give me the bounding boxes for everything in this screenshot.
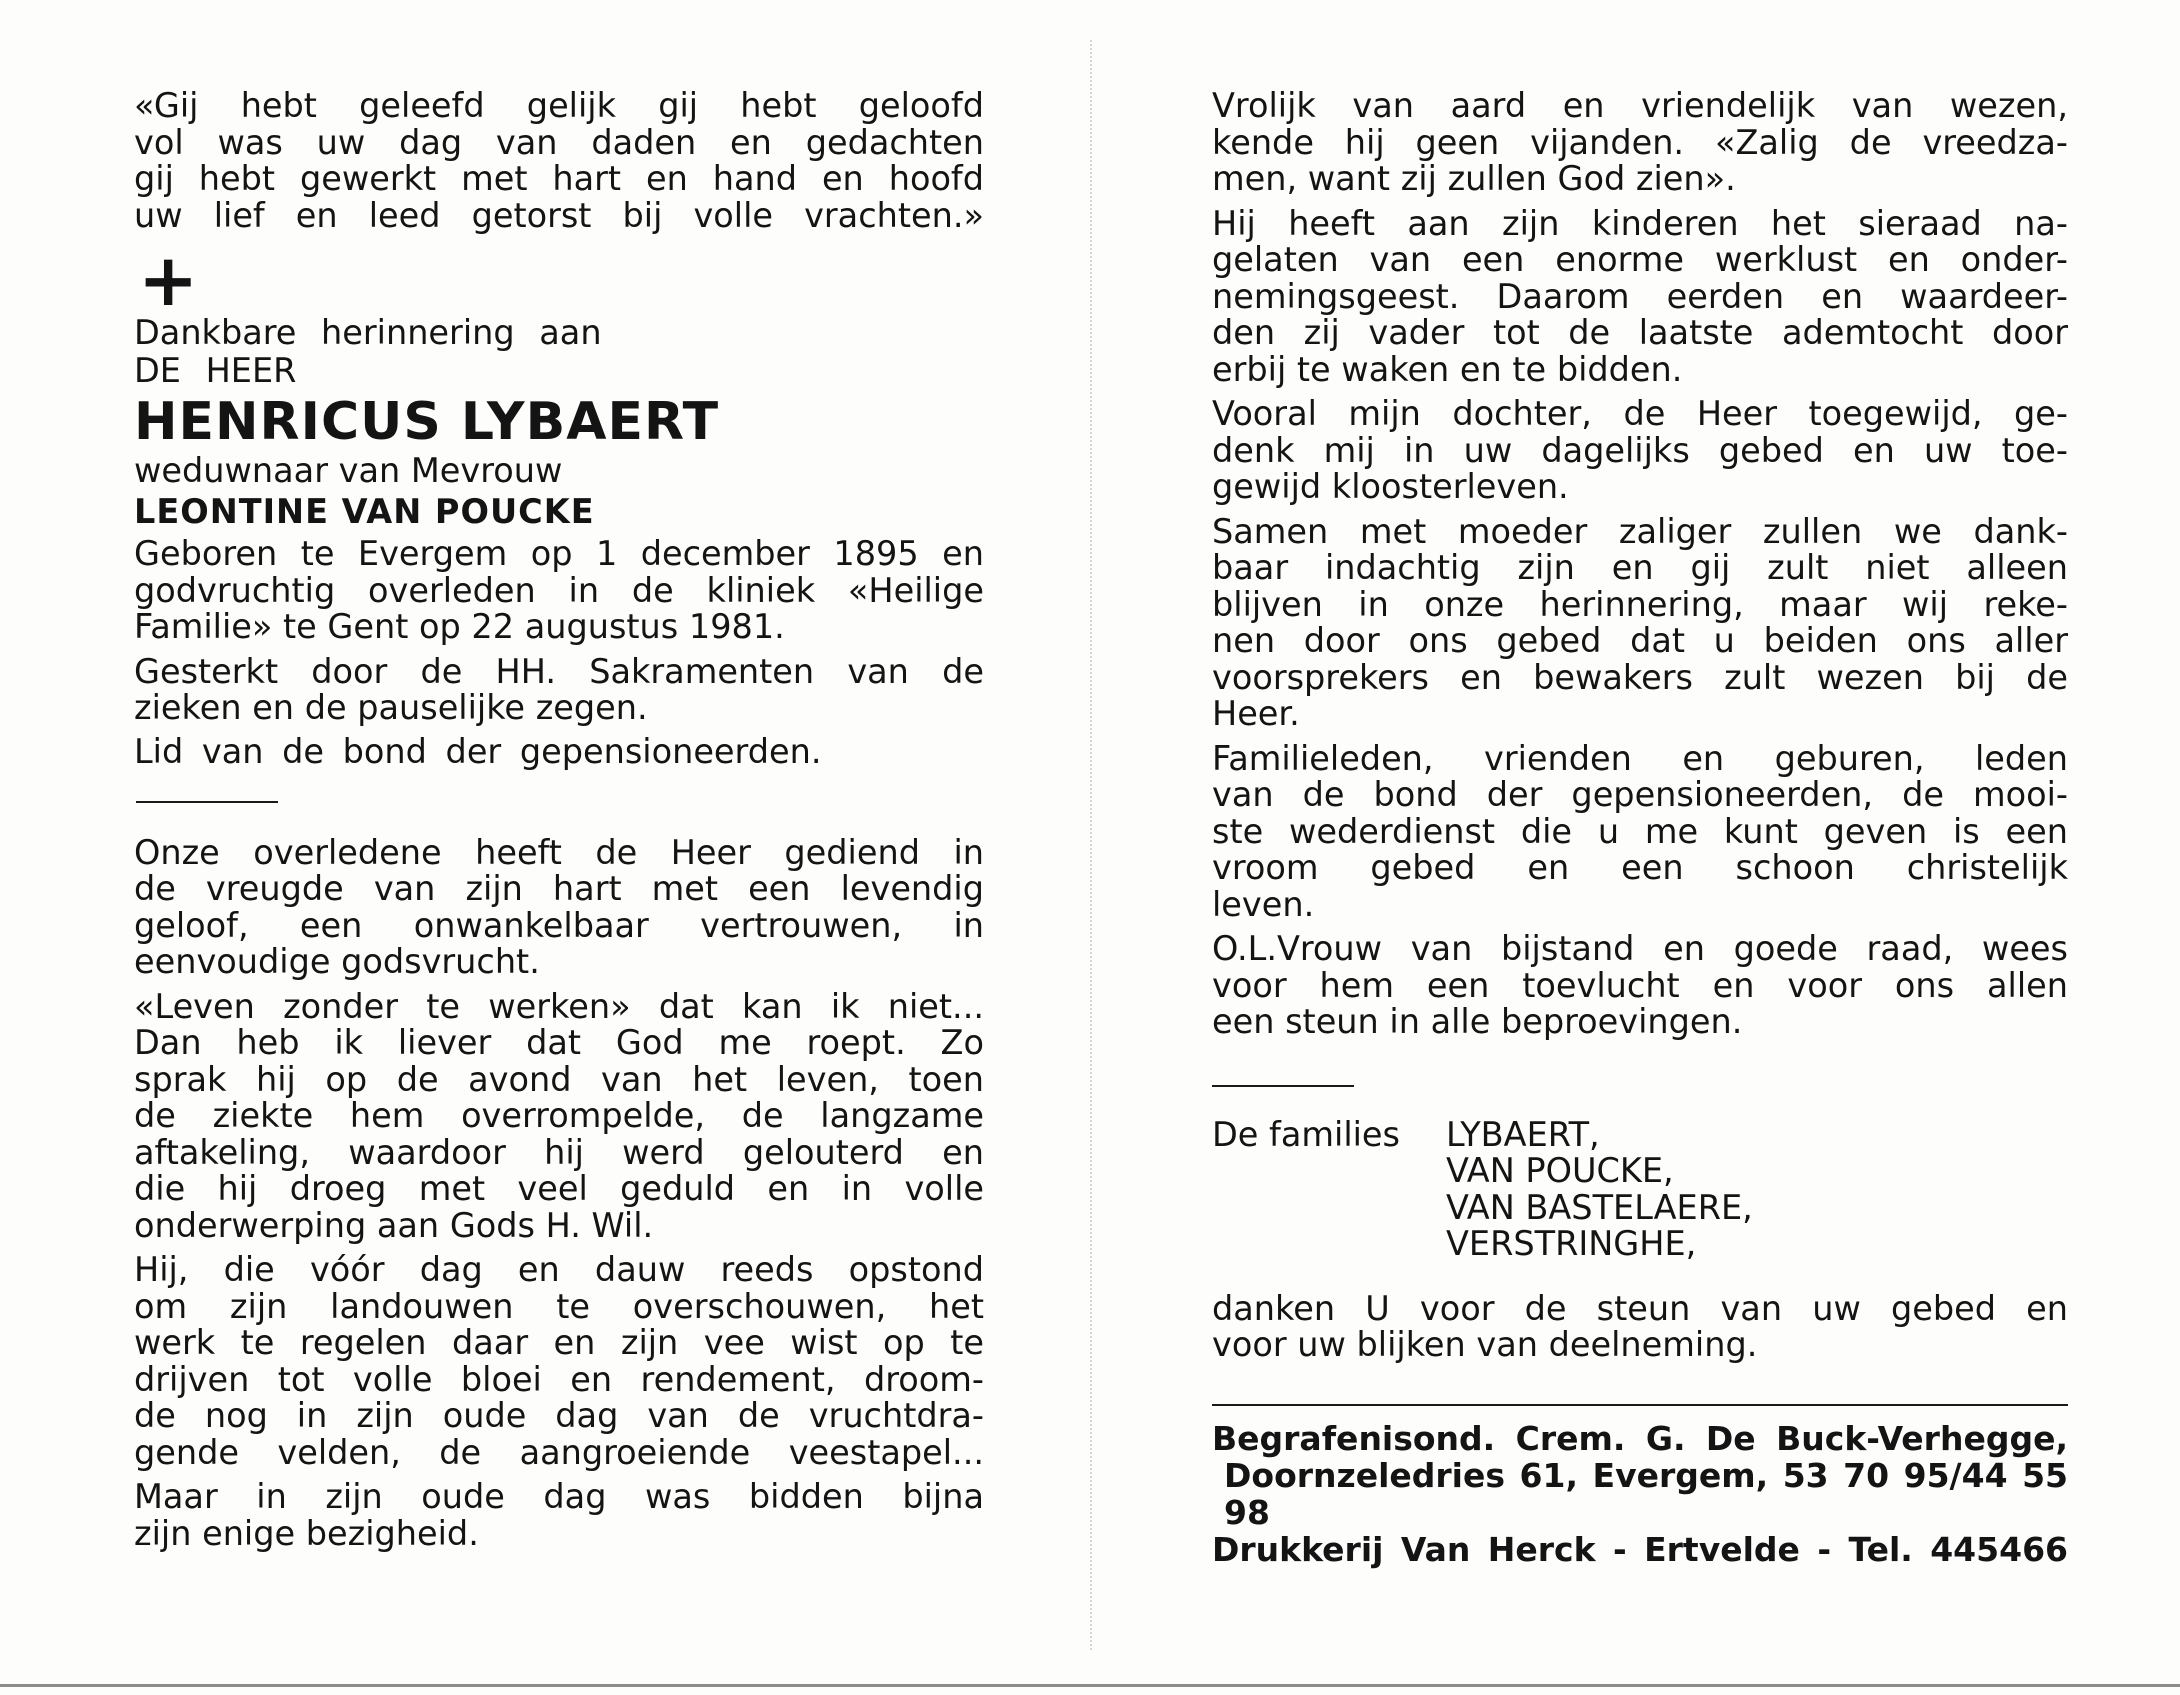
biography-line: Familie» te Gent op 22 augustus 1981.	[134, 607, 785, 646]
honorific: DE HEER	[134, 351, 297, 390]
paragraph-line: Maar in zijn oude dag was bidden bijna	[134, 1477, 984, 1516]
poem-line: uw lief en leed getorst bij volle vrachten.»	[134, 195, 984, 235]
paragraph-line: van de bond der gepensioneerden, de mooi-	[1212, 775, 2068, 814]
paragraph-line: erbij te waken en te bidden.	[1212, 349, 1683, 389]
paragraph	[1212, 396, 2068, 506]
thanks-line: danken U voor de steun van uw gebed en	[1212, 1288, 2068, 1328]
family-name: LYBAERT,	[1446, 1114, 1600, 1154]
paragraph-line: een steun in alle beproevingen.	[1212, 1002, 1743, 1041]
paragraph	[1212, 931, 2068, 1041]
poem-line: «Gij hebt geleefd gelijk gij hebt geloofd	[134, 86, 984, 125]
paragraph-line: voor hem een toevlucht en voor ons allen	[1212, 965, 2068, 1005]
paragraph-line: drijven tot volle bloei en rendement, droom-	[134, 1359, 984, 1399]
right-page	[1212, 88, 2068, 1568]
paragraph-line: «Leven zonder te werken» dat kan ik niet...	[134, 986, 984, 1026]
printer-line: Drukkerij Van Herck - Ertvelde - Tel. 445466	[1212, 1529, 2068, 1569]
fold-line	[1090, 40, 1092, 1650]
paragraph-line: Samen met moeder zaliger zullen we dank-	[1212, 511, 2068, 551]
paragraph-line: voorsprekers en bewakers zult wezen bij de	[1212, 657, 2068, 697]
family-name: VAN BASTELAERE,	[1446, 1187, 1753, 1227]
paragraph	[134, 832, 984, 981]
paragraph-line: gende velden, de aangroeiende veestapel...	[134, 1432, 984, 1472]
widower-line: weduwnaar van Mevrouw	[134, 451, 563, 490]
paragraph-line: gewijd kloosterleven.	[1212, 467, 1569, 506]
thanks-line: voor uw blijken van deelneming.	[1212, 1325, 1758, 1364]
divider	[1212, 1085, 1354, 1087]
paragraph-line: Dan heb ik liever dat God me roept. Zo	[134, 1023, 984, 1062]
biography-line: godvruchtig overleden in de kliniek «Heilige	[134, 570, 984, 610]
poem-line: gij hebt gewerkt met hart en hand en hoofd	[134, 159, 984, 198]
paragraph-line: Vooral mijn dochter, de Heer toegewijd, ge-	[1212, 394, 2068, 433]
poem-line: vol was uw dag van daden en gedachten	[134, 122, 984, 162]
paragraph-line: nemingsgeest. Daarom eerden en waardeer-	[1212, 276, 2068, 316]
paragraph-line: Hij, die vóór dag en dauw reeds opstond	[134, 1250, 984, 1289]
printer-credits	[1212, 1420, 2068, 1568]
remembrance-line: Dankbare herinnering aan	[134, 313, 602, 352]
paragraph-line: nen door ons gebed dat u beiden ons aller	[1212, 621, 2068, 660]
paragraph-line: vroom gebed en een schoon christelijk	[1212, 848, 2068, 887]
paragraph-line: aftakeling, waardoor hij werd gelouterd en	[134, 1132, 984, 1172]
biography-line: Geboren te Evergem op 1 december 1895 en	[134, 534, 984, 573]
paragraph-line: de ziekte hem overrompelde, de langzame	[134, 1096, 984, 1135]
sacraments	[134, 651, 984, 727]
paragraph-line: eenvoudige godsvrucht.	[134, 942, 540, 981]
paragraph	[134, 1252, 984, 1471]
paragraph-line: Hij heeft aan zijn kinderen het sieraad na-	[1212, 203, 2068, 243]
paragraph-line: baar indachtig zijn en gij zult niet alleen	[1212, 548, 2068, 587]
paragraph-line: de nog in zijn oude dag van de vruchtdra-	[134, 1396, 984, 1435]
sacraments-line: zieken en de pauselijke zegen.	[134, 688, 648, 727]
paragraph	[1212, 738, 2068, 924]
paragraph-line: om zijn landouwen te overschouwen, het	[134, 1286, 984, 1326]
paragraph-line: ste wederdienst die u me kunt geven is een	[1212, 811, 2068, 851]
paragraph-line: gelaten van een enorme werklust en onder-	[1212, 240, 2068, 279]
paragraph-line: Heer.	[1212, 694, 1300, 733]
families-lead: De families	[1212, 1114, 1400, 1154]
paragraph-line: sprak hij op de avond van het leven, toen	[134, 1059, 984, 1099]
opening-poem	[134, 88, 984, 234]
paragraph	[1212, 88, 2068, 198]
card-edge	[0, 1684, 2180, 1687]
paragraph-line: kende hij geen vijanden. «Zalig de vreedza-	[1212, 122, 2068, 162]
paragraph-line: denk mij in uw dagelijks gebed en uw toe-	[1212, 430, 2068, 470]
thanks	[1212, 1288, 2068, 1364]
left-page	[134, 88, 984, 1560]
divider-long	[1212, 1404, 2068, 1406]
printer-line: Begrafenisond. Crem. G. De Buck-Verhegge,	[1212, 1418, 2068, 1458]
paragraph-line: leven.	[1212, 884, 1315, 924]
biography	[134, 536, 984, 646]
paragraph-line: men, want zij zullen God zien».	[1212, 159, 1736, 198]
paragraph	[1212, 203, 2068, 389]
family-name: VAN POUCKE,	[1446, 1151, 1674, 1190]
membership-line: Lid van de bond der gepensioneerden.	[134, 731, 822, 771]
paragraph-line: blijven in onze herinnering, maar wij reke-	[1212, 584, 2068, 624]
spouse-name: LEONTINE VAN POUCKE	[134, 492, 595, 531]
paragraph-line: Onze overledene heeft de Heer gediend in	[134, 832, 984, 872]
printer-line: Doornzeledries 61, Evergem, 53 70 95/44 55 98	[1224, 1455, 2068, 1532]
paragraph-line: werk te regelen daar en zijn vee wist op te	[134, 1323, 984, 1362]
divider	[136, 801, 278, 803]
paragraph-line: den zij vader tot de laatste ademtocht door	[1212, 313, 2068, 352]
paragraph	[134, 986, 984, 1245]
paragraph-line: die hij droeg met veel geduld en in volle	[134, 1169, 984, 1208]
paragraph-line: zijn enige bezigheid.	[134, 1513, 479, 1553]
paragraph-line: Vrolijk van aard en vriendelijk van wezen,	[1212, 86, 2068, 125]
paragraph	[1212, 511, 2068, 733]
deceased-name: HENRICUS LYBAERT	[134, 392, 720, 452]
paragraph-line: O.L.Vrouw van bijstand en goede raad, wees	[1212, 929, 2068, 968]
paragraph-line: de vreugde van zijn hart met een levendig	[134, 869, 984, 908]
families-block	[1212, 1114, 2068, 1263]
paragraph	[134, 1479, 984, 1552]
sacraments-line: Gesterkt door de HH. Sakramenten van de	[134, 651, 984, 691]
paragraph-line: Familieleden, vrienden en geburen, leden	[1212, 738, 2068, 778]
family-name: VERSTRINGHE,	[1446, 1224, 1697, 1263]
paragraph-line: onderwerping aan Gods H. Wil.	[134, 1205, 654, 1245]
paragraph-line: geloof, een onwankelbaar vertrouwen, in	[134, 905, 984, 945]
cross-icon: +	[138, 238, 199, 322]
